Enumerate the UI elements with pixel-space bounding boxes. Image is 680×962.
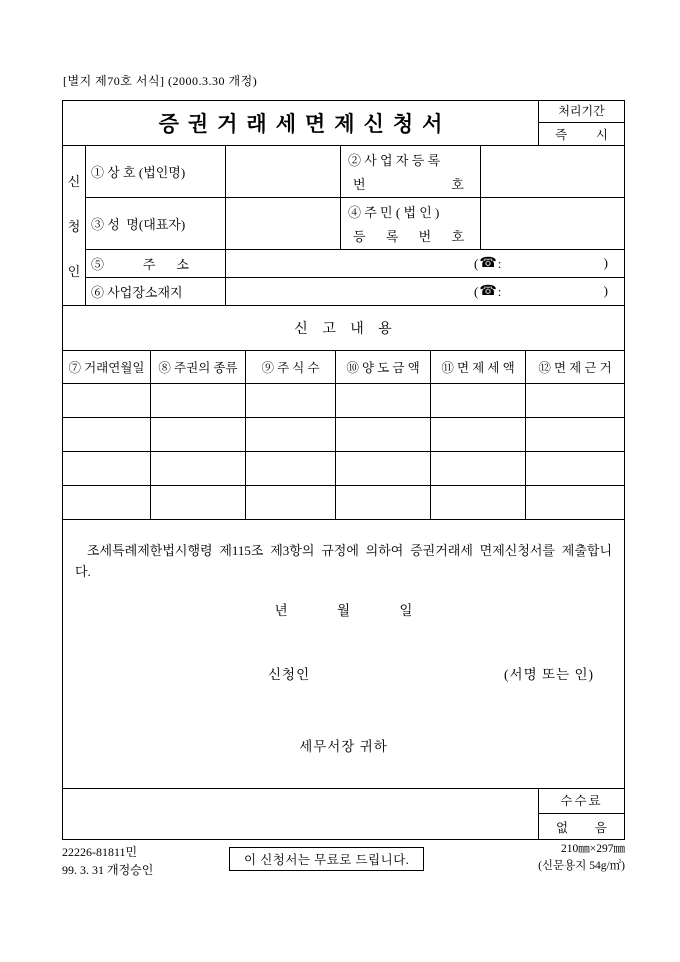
paper-spec-block bbox=[430, 841, 625, 875]
form-title-cell bbox=[63, 101, 539, 145]
table-cell bbox=[151, 384, 246, 417]
table-row bbox=[63, 418, 624, 452]
company-name-label-cell bbox=[86, 146, 226, 197]
applicant-row-3 bbox=[86, 250, 624, 278]
table-cell bbox=[336, 452, 431, 485]
form-code: 22226-81811민 bbox=[62, 845, 138, 859]
applicant-row-4 bbox=[86, 278, 624, 305]
fee-label: 수수료 bbox=[539, 789, 624, 814]
col-header-exempt-tax: ⑪ 면 제 세 액 bbox=[431, 351, 526, 383]
phone-colon: : bbox=[497, 283, 502, 299]
table-cell bbox=[246, 384, 336, 417]
declaration-section bbox=[63, 520, 624, 789]
resident-reg-number-label-cell bbox=[341, 198, 481, 249]
table-cell bbox=[431, 452, 526, 485]
table-cell bbox=[526, 418, 624, 451]
table-cell bbox=[431, 418, 526, 451]
representative-name-label-cell bbox=[86, 198, 226, 249]
report-section-row bbox=[63, 306, 624, 351]
col-header-trade-date: ⑦ 거래연월일 bbox=[63, 351, 151, 383]
side-char-in: 인 bbox=[67, 264, 81, 279]
phone-icon: ☎ bbox=[479, 284, 497, 299]
col-header-stock-type: ⑧ 주권의 종류 bbox=[151, 351, 246, 383]
address-phone-note bbox=[474, 255, 624, 272]
table-header-row bbox=[63, 351, 624, 384]
signature-row bbox=[63, 663, 624, 683]
resident-reg-number-cell bbox=[481, 198, 624, 249]
table-cell bbox=[336, 486, 431, 519]
applicant-row-1 bbox=[86, 146, 624, 198]
form-code-block bbox=[62, 843, 153, 879]
col-header-transfer-amount: ⑩ 양 도 금 액 bbox=[336, 351, 431, 383]
company-name-label: ① 상 호 (법인명) bbox=[91, 165, 186, 180]
applicant-row-2 bbox=[86, 198, 624, 250]
report-section-title: 신 고 내 용 bbox=[294, 322, 393, 337]
application-form bbox=[62, 100, 625, 840]
business-reg-number-label-cell bbox=[341, 146, 481, 197]
business-reg-number-label-line2: 번 호 bbox=[353, 177, 464, 192]
fee-box bbox=[539, 789, 624, 839]
applicant-rows bbox=[86, 146, 624, 305]
table-cell bbox=[63, 486, 151, 519]
form-reference: [별지 제70호 서식] (2000.3.30 개정) bbox=[63, 74, 258, 88]
free-notice-box bbox=[229, 847, 424, 871]
table-cell bbox=[63, 384, 151, 417]
table-cell bbox=[336, 384, 431, 417]
table-row bbox=[63, 486, 624, 520]
business-location-phone-note bbox=[474, 283, 624, 300]
address-label: ⑤ 주 소 bbox=[91, 257, 189, 272]
fee-value-cell bbox=[539, 814, 624, 839]
phone-open-paren: ( bbox=[474, 255, 479, 271]
business-reg-number-cell bbox=[481, 146, 624, 197]
processing-time-value: 즉 시 bbox=[555, 128, 608, 142]
phone-open-paren: ( bbox=[474, 283, 479, 299]
form-title: 증권거래세면제신청서 bbox=[158, 112, 452, 136]
processing-time-label: 처리기간 bbox=[539, 101, 624, 123]
phone-close-paren: ) bbox=[603, 283, 608, 298]
company-name-cell bbox=[226, 146, 341, 197]
business-reg-number-label-line1: ② 사 업 자 등 록 bbox=[348, 153, 441, 168]
resident-reg-number-label-line1: ④ 주 민 ( 법 인 ) bbox=[348, 205, 440, 220]
table-cell bbox=[151, 418, 246, 451]
addressee: 세무서장 귀하 bbox=[299, 738, 388, 754]
fee-row bbox=[63, 789, 624, 839]
col-header-exempt-basis: ⑫ 면 제 근 거 bbox=[538, 361, 612, 375]
paper-spec: (신문용지 54g/㎡) bbox=[538, 860, 625, 872]
table-row bbox=[63, 384, 624, 418]
table-cell bbox=[63, 452, 151, 485]
business-location-label-cell bbox=[86, 278, 226, 305]
representative-name-cell bbox=[226, 198, 341, 249]
business-location-cell bbox=[226, 278, 624, 305]
address-cell bbox=[226, 250, 624, 277]
fee-value: 없 음 bbox=[556, 820, 607, 835]
applicant-section bbox=[63, 146, 624, 306]
table-cell bbox=[526, 486, 624, 519]
table-cell bbox=[151, 486, 246, 519]
representative-name-label: ③ 성 명(대표자) bbox=[91, 217, 186, 232]
table-cell bbox=[151, 452, 246, 485]
table-cell bbox=[526, 384, 624, 417]
phone-close-paren: ) bbox=[603, 255, 608, 270]
table-cell bbox=[431, 384, 526, 417]
paper-size: 210㎜×297㎜ bbox=[561, 843, 625, 855]
bottom-empty-cell bbox=[63, 789, 539, 839]
col-header-share-count: ⑨ 주 식 수 bbox=[246, 351, 336, 383]
table-cell bbox=[336, 418, 431, 451]
approval-date: 99. 3. 31 개정승인 bbox=[62, 863, 154, 877]
applicant-side-label bbox=[63, 146, 86, 305]
table-cell bbox=[246, 486, 336, 519]
address-label-cell bbox=[86, 250, 226, 277]
processing-time-value-cell bbox=[539, 123, 624, 145]
business-location-label: ⑥ 사업장소재지 bbox=[91, 285, 183, 300]
table-row bbox=[63, 452, 624, 486]
side-char-cheong: 청 bbox=[67, 219, 81, 234]
side-char-sin: 신 bbox=[67, 174, 81, 189]
table-cell bbox=[246, 452, 336, 485]
phone-colon: : bbox=[497, 255, 502, 271]
declaration-statement: 조세특례제한법시행령 제115조 제3항의 규정에 의하여 증권거래세 면제신청서를 제출합니다. bbox=[75, 543, 612, 580]
resident-reg-number-label-line2: 등 록 번 호 bbox=[353, 229, 464, 244]
table-cell bbox=[246, 418, 336, 451]
report-section-title-cell bbox=[63, 318, 624, 338]
phone-icon: ☎ bbox=[479, 256, 497, 271]
table-cell bbox=[63, 418, 151, 451]
processing-time-box bbox=[539, 101, 624, 145]
title-row bbox=[63, 101, 624, 146]
applicant-sign-label: 신청인 bbox=[268, 666, 311, 682]
free-notice: 이 신청서는 무료로 드립니다. bbox=[244, 853, 410, 867]
table-cell bbox=[526, 452, 624, 485]
date-line: 년 월 일 bbox=[274, 602, 413, 618]
table-cell bbox=[431, 486, 526, 519]
signature-note: (서명 또는 인) bbox=[504, 666, 594, 682]
